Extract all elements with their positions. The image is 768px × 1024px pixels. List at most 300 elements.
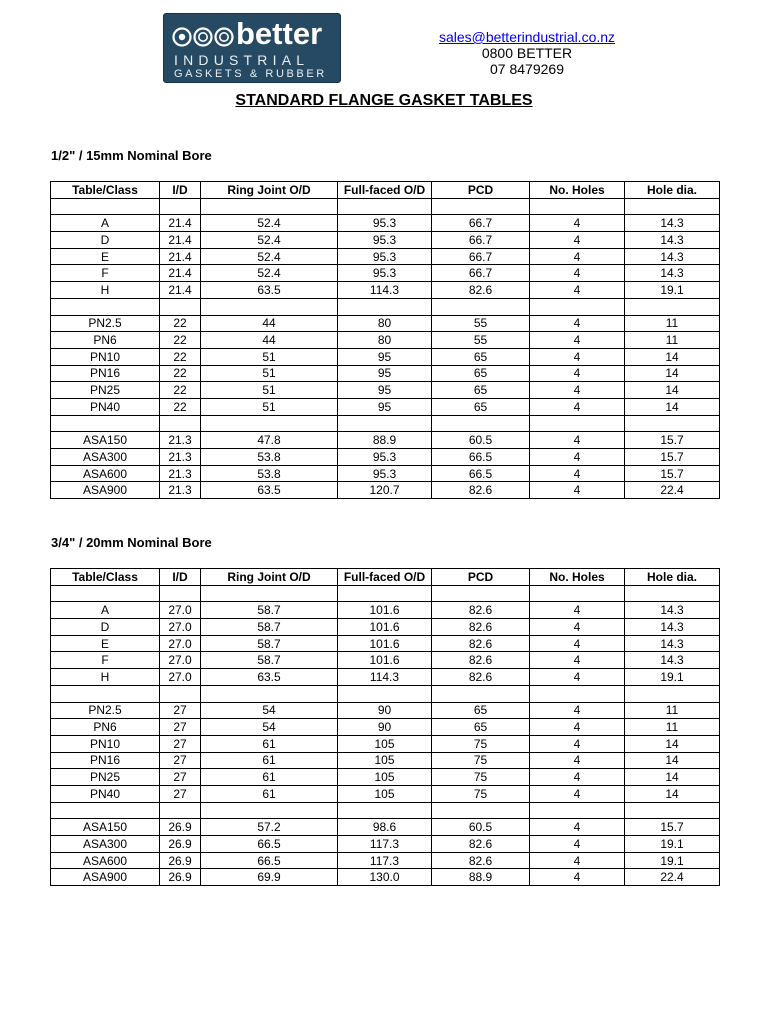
gasket-table [50, 568, 720, 886]
table-cell: 54 [201, 702, 338, 719]
table-cell: 61 [201, 752, 338, 769]
spacer-cell [160, 685, 201, 702]
spacer-cell [51, 415, 160, 432]
spacer-cell [432, 802, 530, 819]
table-cell: 22 [160, 382, 201, 399]
spacer-cell [432, 585, 530, 602]
table-cell: PN40 [51, 785, 160, 802]
table-cell: E [51, 635, 160, 652]
table-cell: A [51, 602, 160, 619]
table-row [51, 365, 720, 382]
logo-line-industrial: INDUSTRIAL [174, 52, 310, 68]
table-cell: 4 [530, 869, 625, 886]
table-cell: 65 [432, 398, 530, 415]
table-cell: 82.6 [432, 619, 530, 636]
table-cell: 26.9 [160, 852, 201, 869]
table-cell: 95 [338, 398, 432, 415]
spacer-row [51, 415, 720, 432]
table-cell: 4 [530, 735, 625, 752]
table-cell: 19.1 [625, 669, 720, 686]
table-cell: 27 [160, 735, 201, 752]
rings-logo-icon [172, 26, 234, 48]
table-cell: 4 [530, 619, 625, 636]
spacer-cell [160, 298, 201, 315]
table-cell: 4 [530, 449, 625, 466]
table-cell: D [51, 619, 160, 636]
spacer-cell [51, 802, 160, 819]
table-cell: 95 [338, 382, 432, 399]
table-cell: 4 [530, 836, 625, 853]
table-cell: 4 [530, 398, 625, 415]
table-cell: 95 [338, 348, 432, 365]
spacer-cell [432, 298, 530, 315]
table-cell: 4 [530, 852, 625, 869]
table-row [51, 852, 720, 869]
logo-line-gaskets: GASKETS & RUBBER [174, 68, 327, 80]
table-cell: 66.7 [432, 248, 530, 265]
table-cell: 27 [160, 769, 201, 786]
table-cell: 44 [201, 332, 338, 349]
table-row [51, 232, 720, 249]
table-cell: 82.6 [432, 602, 530, 619]
table-cell: 82.6 [432, 482, 530, 499]
email-link[interactable]: sales@betterindustrial.co.nz [438, 29, 616, 45]
spacer-cell [530, 585, 625, 602]
table-cell: 11 [625, 719, 720, 736]
table-cell: 21.3 [160, 465, 201, 482]
table-cell: 14.3 [625, 652, 720, 669]
table-row [51, 652, 720, 669]
table-cell: 114.3 [338, 669, 432, 686]
spacer-row [51, 802, 720, 819]
table-cell: 4 [530, 348, 625, 365]
table-cell: 26.9 [160, 869, 201, 886]
table-cell: 58.7 [201, 602, 338, 619]
table-cell: 4 [530, 332, 625, 349]
table-cell: 95.3 [338, 232, 432, 249]
table-cell: 53.8 [201, 465, 338, 482]
column-header: Table/Class [51, 569, 160, 586]
table-cell: 101.6 [338, 652, 432, 669]
spacer-cell [201, 685, 338, 702]
table-cell: 82.6 [432, 635, 530, 652]
table-cell: PN25 [51, 769, 160, 786]
table-row [51, 332, 720, 349]
table-cell: 14.3 [625, 619, 720, 636]
table-cell: 53.8 [201, 449, 338, 466]
table-cell: 4 [530, 752, 625, 769]
contact-block [420, 29, 634, 77]
table-cell: ASA300 [51, 449, 160, 466]
table-row [51, 819, 720, 836]
table-cell: 26.9 [160, 836, 201, 853]
spacer-cell [201, 198, 338, 215]
table-cell: 4 [530, 702, 625, 719]
table-row [51, 669, 720, 686]
table-cell: 14 [625, 365, 720, 382]
table-cell: 69.9 [201, 869, 338, 886]
table-cell: ASA900 [51, 869, 160, 886]
phone-word: 0800 BETTER [481, 45, 573, 61]
table-row [51, 215, 720, 232]
table-cell: 95.3 [338, 215, 432, 232]
page-title [0, 91, 768, 111]
table-cell: 90 [338, 702, 432, 719]
table-cell: PN40 [51, 398, 160, 415]
table-cell: 60.5 [432, 819, 530, 836]
table-cell: 11 [625, 315, 720, 332]
table-cell: 105 [338, 785, 432, 802]
spacer-cell [432, 198, 530, 215]
table-cell: 117.3 [338, 836, 432, 853]
table-row [51, 602, 720, 619]
table-cell: 52.4 [201, 232, 338, 249]
table-cell: 95.3 [338, 449, 432, 466]
table-cell: 14 [625, 735, 720, 752]
spacer-cell [625, 685, 720, 702]
table-cell: 55 [432, 332, 530, 349]
table-cell: 15.7 [625, 465, 720, 482]
table-cell: 14 [625, 348, 720, 365]
table-cell: 117.3 [338, 852, 432, 869]
table-cell: 61 [201, 769, 338, 786]
table-row [51, 635, 720, 652]
table-row [51, 785, 720, 802]
table-cell: PN6 [51, 719, 160, 736]
table-cell: 21.3 [160, 432, 201, 449]
spacer-cell [530, 685, 625, 702]
table-cell: PN10 [51, 735, 160, 752]
table-cell: PN2.5 [51, 315, 160, 332]
table-cell: 52.4 [201, 215, 338, 232]
table-cell: 66.5 [201, 836, 338, 853]
table-cell: 65 [432, 348, 530, 365]
table-cell: 66.7 [432, 265, 530, 282]
table-cell: 11 [625, 702, 720, 719]
table-cell: 14.3 [625, 248, 720, 265]
column-header: Full-faced O/D [338, 182, 432, 199]
table-cell: 14.3 [625, 232, 720, 249]
table-cell: 66.7 [432, 215, 530, 232]
spacer-cell [160, 585, 201, 602]
table-cell: 98.6 [338, 819, 432, 836]
table-row [51, 248, 720, 265]
table-cell: 65 [432, 719, 530, 736]
table-cell: 26.9 [160, 819, 201, 836]
table-cell: ASA150 [51, 432, 160, 449]
table-cell: 22.4 [625, 482, 720, 499]
table-cell: A [51, 215, 160, 232]
table-cell: 14.3 [625, 265, 720, 282]
spacer-cell [530, 298, 625, 315]
table-cell: 19.1 [625, 282, 720, 299]
table-cell: 95.3 [338, 265, 432, 282]
table-cell: 21.4 [160, 265, 201, 282]
table-cell: 19.1 [625, 836, 720, 853]
table-row [51, 482, 720, 499]
table-cell: 15.7 [625, 449, 720, 466]
table-cell: 22 [160, 365, 201, 382]
table-cell: 27 [160, 785, 201, 802]
table-cell: 4 [530, 785, 625, 802]
table-cell: 101.6 [338, 635, 432, 652]
spacer-cell [338, 585, 432, 602]
table-cell: 11 [625, 332, 720, 349]
table-row [51, 315, 720, 332]
table-cell: 4 [530, 482, 625, 499]
column-header: I/D [160, 569, 201, 586]
spacer-cell [338, 298, 432, 315]
table-cell: H [51, 282, 160, 299]
spacer-cell [201, 415, 338, 432]
column-header: Ring Joint O/D [201, 569, 338, 586]
table-cell: PN16 [51, 752, 160, 769]
table-cell: 4 [530, 282, 625, 299]
table-cell: 4 [530, 719, 625, 736]
table-cell: 82.6 [432, 669, 530, 686]
table-cell: 51 [201, 348, 338, 365]
table-cell: 21.4 [160, 215, 201, 232]
table-cell: 27 [160, 719, 201, 736]
table-cell: 63.5 [201, 482, 338, 499]
table-cell: 47.8 [201, 432, 338, 449]
spacer-cell [201, 585, 338, 602]
table-cell: ASA150 [51, 819, 160, 836]
table-cell: 55 [432, 315, 530, 332]
table-row [51, 735, 720, 752]
spacer-cell [530, 198, 625, 215]
table-cell: 27.0 [160, 669, 201, 686]
table-row [51, 702, 720, 719]
spacer-cell [160, 802, 201, 819]
spacer-cell [432, 685, 530, 702]
table-cell: 22 [160, 348, 201, 365]
spacer-cell [51, 585, 160, 602]
table-cell: E [51, 248, 160, 265]
company-logo [163, 13, 341, 83]
table-cell: 14 [625, 785, 720, 802]
table-cell: ASA600 [51, 465, 160, 482]
column-header: Full-faced O/D [338, 569, 432, 586]
table-cell: 14.3 [625, 602, 720, 619]
table-cell: 4 [530, 635, 625, 652]
column-header: I/D [160, 182, 201, 199]
column-header: No. Holes [530, 182, 625, 199]
table-header-row [51, 182, 720, 199]
table-cell: 21.4 [160, 232, 201, 249]
table-row [51, 282, 720, 299]
table-cell: 60.5 [432, 432, 530, 449]
table-row [51, 719, 720, 736]
table-cell: 114.3 [338, 282, 432, 299]
table-cell: 27.0 [160, 602, 201, 619]
table-cell: 82.6 [432, 652, 530, 669]
table-row [51, 432, 720, 449]
table-cell: 4 [530, 432, 625, 449]
table-cell: 27.0 [160, 619, 201, 636]
table-cell: 27 [160, 752, 201, 769]
table-cell: 82.6 [432, 836, 530, 853]
table-cell: 4 [530, 232, 625, 249]
table-cell: 66.5 [432, 449, 530, 466]
table-cell: 88.9 [338, 432, 432, 449]
table-cell: ASA600 [51, 852, 160, 869]
table-cell: PN6 [51, 332, 160, 349]
spacer-cell [625, 298, 720, 315]
table-cell: 4 [530, 819, 625, 836]
table-row [51, 265, 720, 282]
column-header: Hole dia. [625, 569, 720, 586]
spacer-cell [625, 198, 720, 215]
spacer-cell [338, 198, 432, 215]
table-cell: 4 [530, 215, 625, 232]
logo-brand: better [236, 16, 323, 51]
table-cell: 4 [530, 382, 625, 399]
table-cell: 66.5 [432, 465, 530, 482]
spacer-cell [51, 198, 160, 215]
spacer-cell [338, 415, 432, 432]
spacer-row [51, 298, 720, 315]
table-row [51, 836, 720, 853]
table-cell: 101.6 [338, 602, 432, 619]
spacer-cell [530, 415, 625, 432]
table-cell: 51 [201, 382, 338, 399]
table-cell: 65 [432, 382, 530, 399]
table-row [51, 398, 720, 415]
table-cell: 14 [625, 769, 720, 786]
table-cell: 21.4 [160, 248, 201, 265]
table-cell: 27.0 [160, 652, 201, 669]
table-cell: 65 [432, 702, 530, 719]
table-cell: 66.5 [201, 852, 338, 869]
table-cell: 22 [160, 315, 201, 332]
table-cell: 4 [530, 769, 625, 786]
spacer-cell [201, 802, 338, 819]
column-header: No. Holes [530, 569, 625, 586]
table-cell: 101.6 [338, 619, 432, 636]
spacer-cell [625, 585, 720, 602]
table-cell: 75 [432, 769, 530, 786]
table-cell: 4 [530, 602, 625, 619]
table-cell: 21.3 [160, 449, 201, 466]
table-cell: 58.7 [201, 652, 338, 669]
column-header: Hole dia. [625, 182, 720, 199]
table-cell: PN10 [51, 348, 160, 365]
table-cell: 21.3 [160, 482, 201, 499]
table-cell: 19.1 [625, 852, 720, 869]
table-cell: 52.4 [201, 248, 338, 265]
table-cell: F [51, 652, 160, 669]
table-cell: 21.4 [160, 282, 201, 299]
spacer-cell [625, 802, 720, 819]
table-cell: D [51, 232, 160, 249]
table-cell: 4 [530, 652, 625, 669]
spacer-cell [51, 685, 160, 702]
spacer-row [51, 685, 720, 702]
table-row [51, 769, 720, 786]
table-row [51, 382, 720, 399]
table-cell: 27.0 [160, 635, 201, 652]
table-cell: 57.2 [201, 819, 338, 836]
table-cell: 58.7 [201, 635, 338, 652]
table-cell: 51 [201, 365, 338, 382]
section-heading: 1/2" / 15mm Nominal Bore [51, 148, 212, 163]
section-heading: 3/4" / 20mm Nominal Bore [51, 535, 212, 550]
table-cell: 63.5 [201, 282, 338, 299]
table-row [51, 752, 720, 769]
table-cell: 27 [160, 702, 201, 719]
spacer-cell [201, 298, 338, 315]
table-cell: 51 [201, 398, 338, 415]
column-header: PCD [432, 182, 530, 199]
table-row [51, 449, 720, 466]
table-cell: 44 [201, 315, 338, 332]
table-cell: 80 [338, 332, 432, 349]
column-header: Table/Class [51, 182, 160, 199]
spacer-cell [160, 415, 201, 432]
spacer-cell [530, 802, 625, 819]
table-cell: 80 [338, 315, 432, 332]
table-cell: 14.3 [625, 215, 720, 232]
table-cell: 4 [530, 669, 625, 686]
table-cell: 22 [160, 332, 201, 349]
table-cell: 14 [625, 752, 720, 769]
table-cell: 4 [530, 265, 625, 282]
table-cell: PN16 [51, 365, 160, 382]
spacer-row [51, 198, 720, 215]
table-cell: 15.7 [625, 819, 720, 836]
table-cell: 75 [432, 735, 530, 752]
table-cell: F [51, 265, 160, 282]
table-cell: 61 [201, 735, 338, 752]
table-cell: 63.5 [201, 669, 338, 686]
table-cell: 52.4 [201, 265, 338, 282]
table-cell: 22.4 [625, 869, 720, 886]
table-cell: 4 [530, 248, 625, 265]
table-cell: 66.7 [432, 232, 530, 249]
table-row [51, 619, 720, 636]
table-cell: 75 [432, 785, 530, 802]
table-cell: 82.6 [432, 282, 530, 299]
table-cell: 58.7 [201, 619, 338, 636]
table-row [51, 465, 720, 482]
spacer-cell [338, 802, 432, 819]
table-cell: 15.7 [625, 432, 720, 449]
spacer-row [51, 585, 720, 602]
table-cell: 54 [201, 719, 338, 736]
page-title-text: STANDARD FLANGE GASKET TABLES [235, 92, 533, 109]
table-cell: 14.3 [625, 635, 720, 652]
table-cell: 130.0 [338, 869, 432, 886]
gasket-table [50, 181, 720, 499]
table-row [51, 348, 720, 365]
table-cell: 95.3 [338, 465, 432, 482]
table-cell: 14 [625, 398, 720, 415]
table-cell: 120.7 [338, 482, 432, 499]
column-header: Ring Joint O/D [201, 182, 338, 199]
table-cell: 65 [432, 365, 530, 382]
spacer-cell [625, 415, 720, 432]
table-cell: 22 [160, 398, 201, 415]
table-cell: 14 [625, 382, 720, 399]
table-cell: ASA300 [51, 836, 160, 853]
spacer-cell [432, 415, 530, 432]
table-cell: 95.3 [338, 248, 432, 265]
table-cell: PN25 [51, 382, 160, 399]
table-cell: 4 [530, 465, 625, 482]
table-header-row [51, 569, 720, 586]
table-cell: 75 [432, 752, 530, 769]
